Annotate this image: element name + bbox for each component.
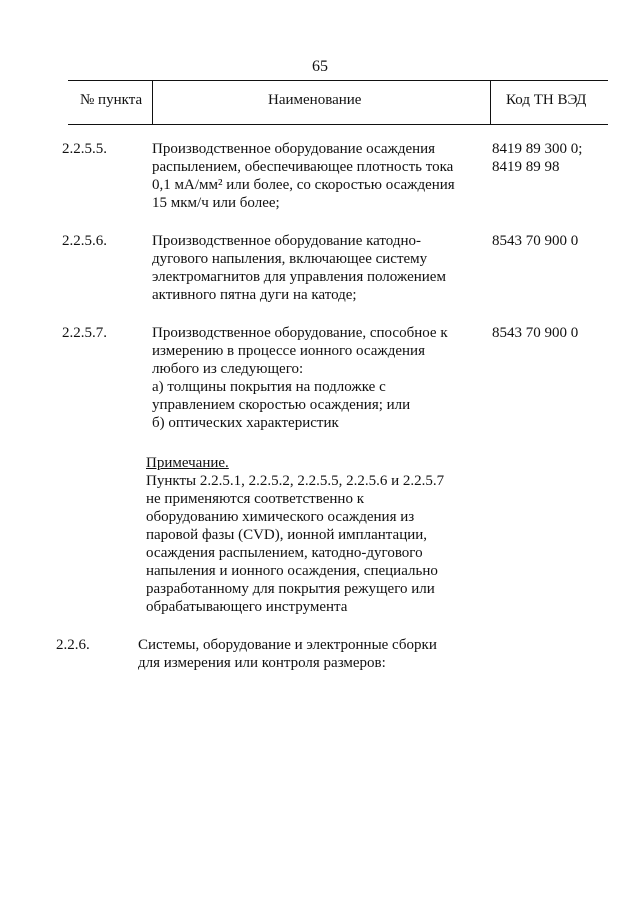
column-header-code: Код ТН ВЭД [506, 92, 587, 108]
description-line: Производственное оборудование катодно- [152, 233, 422, 249]
description-line: распылением, обеспечивающее плотность тока [152, 159, 454, 175]
table-header [68, 80, 608, 124]
note-block [146, 454, 444, 616]
page-number: 65 [312, 58, 328, 75]
note-line: разработанному для покрытия режущего или [146, 581, 435, 597]
note-line: напыления и ионного осаждения, специально [146, 563, 438, 579]
description-line: электромагнитов для управления положением [152, 269, 446, 285]
section-number: 2.2.6. [56, 637, 90, 653]
item-description [152, 232, 446, 304]
note-line: паровой фазы (CVD), ионной имплантации, [146, 527, 428, 543]
item-number: 2.2.5.5. [62, 141, 107, 157]
column-header-number: № пункта [80, 92, 143, 108]
description-line: измерению в процессе ионного осаждения [152, 343, 425, 359]
header-bottom-rule [68, 124, 608, 125]
description-line: управлением скоростью осаждения; или [152, 397, 411, 413]
note-line: не применяются соответственно к [146, 491, 364, 507]
description-line: 0,1 мА/мм² или более, со скоростью осаждения [152, 177, 455, 193]
item-description [152, 324, 448, 432]
header-top-rule [68, 80, 608, 81]
item-description [152, 140, 455, 212]
note-line: Пункты 2.2.5.1, 2.2.5.2, 2.2.5.5, 2.2.5.6 и 2.2.5.7 [146, 473, 445, 489]
code-line: 8419 89 300 0; [492, 141, 583, 157]
note-title: Примечание. [146, 455, 229, 471]
description-line: активного пятна дуги на катоде; [152, 287, 357, 303]
description-line: любого из следующего: [152, 361, 304, 377]
section-description [138, 636, 437, 672]
header-divider-1 [152, 80, 153, 124]
section-line: Системы, оборудование и электронные сборки [138, 637, 437, 653]
item-code [492, 324, 578, 342]
description-line: 15 мкм/ч или более; [152, 195, 280, 211]
note-line: оборудованию химического осаждения из [146, 509, 415, 525]
item-number: 2.2.5.7. [62, 325, 107, 341]
code-line: 8419 89 98 [492, 159, 560, 175]
header-divider-2 [490, 80, 491, 124]
description-line: дугового напыления, включающее систему [152, 251, 428, 267]
code-line: 8543 70 900 0 [492, 325, 579, 341]
note-line: обрабатывающего инструмента [146, 599, 348, 615]
note-line: осаждения распылением, катодно-дугового [146, 545, 423, 561]
description-line: Производственное оборудование, способное к [152, 325, 448, 341]
description-line: б) оптических характеристик [152, 415, 339, 431]
item-code [492, 140, 582, 176]
column-header-name: Наименование [268, 92, 362, 108]
description-line: Производственное оборудование осаждения [152, 141, 436, 157]
item-code [492, 232, 578, 250]
section-line: для измерения или контроля размеров: [138, 655, 386, 671]
item-number: 2.2.5.6. [62, 233, 107, 249]
description-line: а) толщины покрытия на подложке с [152, 379, 386, 395]
code-line: 8543 70 900 0 [492, 233, 579, 249]
